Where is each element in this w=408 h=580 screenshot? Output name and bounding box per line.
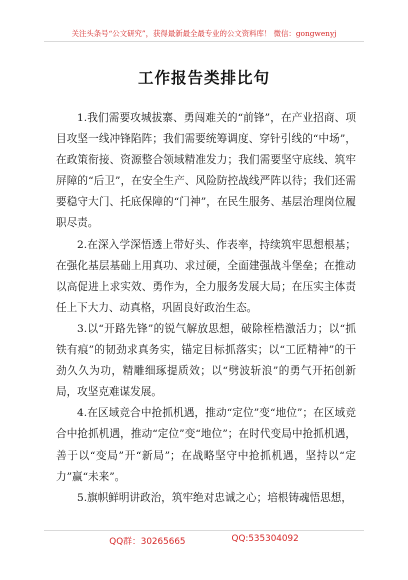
qq-group-number: QQ群：30265665 bbox=[109, 537, 186, 547]
promo-header: 关注头条号“公文研究”，获得最新最全最专业的公文资料库！ 微信：gongwenyj bbox=[71, 29, 337, 38]
document-body bbox=[56, 108, 356, 509]
footer-divider bbox=[44, 530, 364, 531]
paragraph: 5.旗帜鲜明讲政治，筑牢绝对忠诚之心；培根铸魂悟思想， bbox=[77, 491, 352, 504]
paragraph: 3.以“开路先锋”的锐气解放思想，破除桎梏激活力；以“抓铁有痕”的韧劲求真务实，锚定目标抓落实；以“工匠精神”的干劲久久为功，精雕细琢提质效；以“劈波斩浪”的勇气开拓创新局，攻坚克难谋发展。 bbox=[56, 322, 356, 399]
header-divider bbox=[44, 41, 364, 42]
contact-footer bbox=[0, 534, 408, 547]
paragraph: 4.在区域竞合中抢抓机遇，推动“定位”变“地位”；在区域竞合中抢抓机遇，推动“定位”变“地位”；在时代变局中抢抓机遇，善于以“变局”开“新局”；在战略坚守中抢抓机遇，坚持以“定力”赢“未来”。 bbox=[56, 407, 356, 483]
qq-number: QQ:535304092 bbox=[231, 534, 299, 544]
paragraph: 1.我们需要攻城拔寨、勇闯难关的“前锋”，在产业招商、项目攻坚一线冲锋陷阵；我们需要统筹调度、穿针引线的“中场”，在政策衔接、资源整合领域精准发力；我们需要坚守底线、筑牢屏障的“后卫”，在安全生产、风险防控战线严阵以待；我们还需要稳守大门、托底保障的“门神”，在民生服务、基层治理岗位履职尽责。 bbox=[56, 112, 356, 230]
paragraph: 2.在深入学深悟透上带好头、作表率，持续筑牢思想根基；在强化基层基础上用真功、求过硬，全面建强战斗堡垒；在推动以高促进上求实效、勇作为，全力服务发展大局；在压实主体责任上下大力、动真格，巩固良好政治生态。 bbox=[56, 238, 356, 314]
document-title: 工作报告类排比句 bbox=[137, 69, 270, 87]
